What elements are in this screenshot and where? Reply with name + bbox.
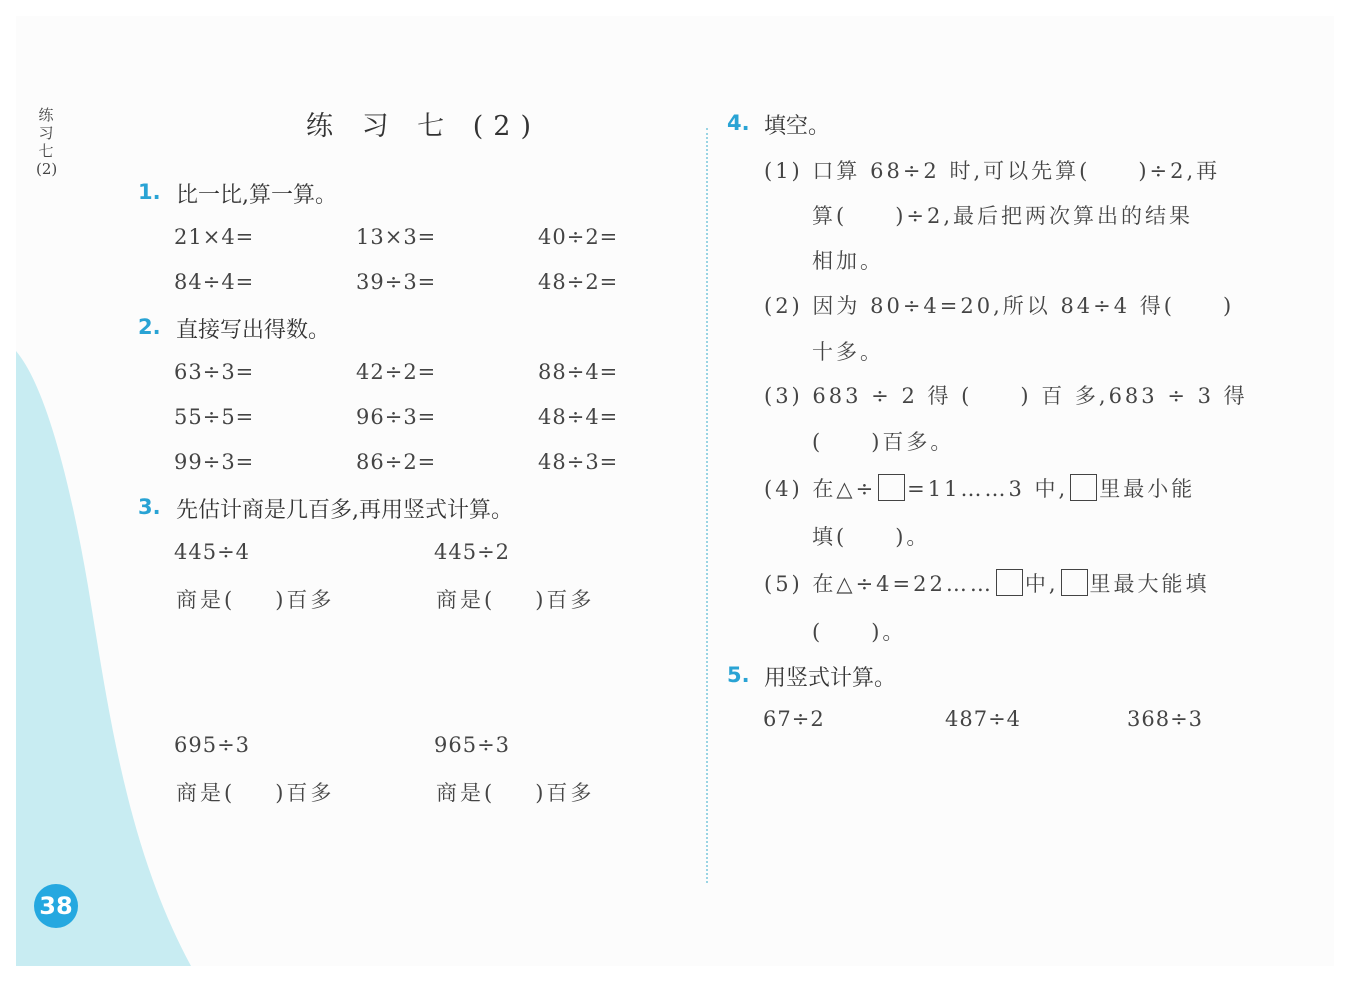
q4-part5-text-a: (5) 在△÷4=22……	[764, 572, 994, 596]
q2-expr: 55÷5=	[174, 405, 255, 429]
q2-expr: 63÷3=	[174, 360, 255, 384]
q2-expr: 48÷4=	[538, 405, 619, 429]
q1-heading: 比一比,算一算。	[176, 183, 337, 208]
q4-part1-line2: 算( )÷2,最后把两次算出的结果	[812, 204, 1194, 228]
q3-problem: 965÷3	[434, 733, 511, 757]
q4-part5-text-c: 里最大能填	[1089, 572, 1210, 596]
answer-prefix: 商是(	[176, 781, 236, 805]
square-box-icon[interactable]	[878, 474, 905, 501]
q3-answer-line	[436, 777, 594, 807]
page-divider	[706, 128, 708, 883]
answer-suffix: )百多	[275, 781, 335, 805]
q2-expr: 88÷4=	[538, 360, 619, 384]
q4-part4-line1	[764, 473, 1195, 503]
q1-expr: 84÷4=	[174, 270, 255, 294]
q5-problem: 368÷3	[1127, 707, 1204, 731]
q5-problem: 67÷2	[763, 707, 825, 731]
q1-expr: 21×4=	[174, 225, 255, 249]
q3-problem: 695÷3	[174, 733, 251, 757]
q4-part4-text-a: (4) 在△÷	[764, 477, 877, 501]
q2-expr: 99÷3=	[174, 450, 255, 474]
q4-part5-line2: ( )。	[812, 620, 907, 644]
q2-number: 2.	[138, 315, 161, 339]
q2-expr: 42÷2=	[356, 360, 437, 384]
q4-part4-text-c: 里最小能	[1099, 477, 1196, 501]
q2-expr: 96÷3=	[356, 405, 437, 429]
q4-heading: 填空。	[764, 114, 831, 139]
q3-problem: 445÷4	[174, 540, 251, 564]
page-number-badge: 38	[34, 884, 78, 928]
q5-problem: 487÷4	[945, 707, 1022, 731]
q5-number: 5.	[727, 663, 750, 687]
q1-expr: 13×3=	[356, 225, 437, 249]
q4-part2-line2: 十多。	[812, 340, 884, 364]
q4-part2-line1: (2) 因为 80÷4=20,所以 84÷4 得( )	[764, 294, 1235, 318]
q4-number: 4.	[727, 111, 750, 135]
q4-part4-text-b: =11……3 中,	[907, 477, 1069, 501]
answer-prefix: 商是(	[436, 781, 496, 805]
answer-prefix: 商是(	[436, 588, 496, 612]
square-box-icon[interactable]	[996, 569, 1023, 596]
q3-problem: 445÷2	[434, 540, 511, 564]
q3-answer-line	[176, 584, 334, 614]
page-title: 练 习 七 (2)	[306, 111, 541, 142]
q2-heading: 直接写出得数。	[176, 318, 331, 343]
q4-part5-line1	[764, 568, 1210, 598]
answer-prefix: 商是(	[176, 588, 236, 612]
square-box-icon[interactable]	[1070, 474, 1097, 501]
q4-part3-line2: ( )百多。	[812, 430, 955, 454]
q1-number: 1.	[138, 180, 161, 204]
answer-suffix: )百多	[535, 588, 595, 612]
square-box-icon[interactable]	[1061, 569, 1088, 596]
q2-expr: 86÷2=	[356, 450, 437, 474]
q5-heading: 用竖式计算。	[764, 666, 897, 691]
q4-part3-line1: (3) 683 ÷ 2 得 ( ) 百 多,683 ÷ 3 得	[764, 384, 1248, 408]
q4-part1-line3: 相加。	[812, 249, 884, 273]
q1-expr: 39÷3=	[356, 270, 437, 294]
q3-heading: 先估计商是几百多,再用竖式计算。	[176, 498, 513, 523]
q1-expr: 48÷2=	[538, 270, 619, 294]
side-label: 练习七(2)	[36, 106, 58, 178]
q4-part1-line1: (1) 口算 68÷2 时,可以先算( )÷2,再	[764, 159, 1221, 183]
answer-suffix: )百多	[535, 781, 595, 805]
q3-number: 3.	[138, 495, 161, 519]
q4-part4-line2: 填( )。	[812, 525, 931, 549]
q2-expr: 48÷3=	[538, 450, 619, 474]
q3-answer-line	[436, 584, 594, 614]
q4-part5-text-b: 中,	[1024, 572, 1059, 596]
q1-expr: 40÷2=	[538, 225, 619, 249]
q3-answer-line	[176, 777, 334, 807]
answer-suffix: )百多	[275, 588, 335, 612]
